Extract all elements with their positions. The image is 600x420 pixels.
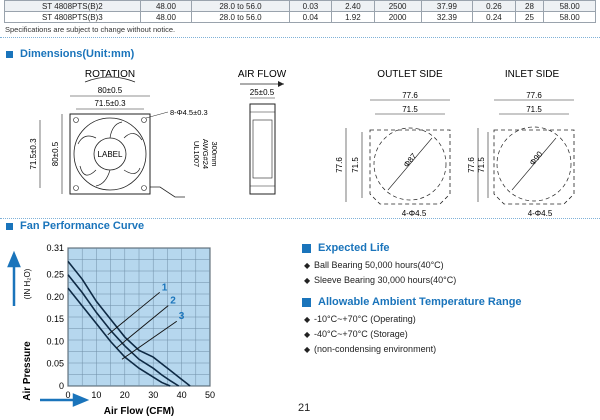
table-cell: 1.92 [332,12,374,23]
table-cell: 28.0 to 56.0 [192,12,289,23]
table-cell: 28 [515,1,544,12]
outlet-height-1: 77.6 [335,157,344,173]
spec-note: Specifications are subject to change without notice. [5,25,176,34]
side-view [238,69,287,194]
y-axis-unit: (IN H₂O) [23,268,32,300]
outlet-label: OUTLET SIDE [377,69,443,80]
x-axis-arrow-icon [40,395,86,405]
spec-table [4,0,596,23]
life-item-sleeve: ◆ Sleeve Bearing 30,000 hours(40°C) [304,275,457,285]
x-axis-label: Air Flow (CFM) [103,406,175,417]
table-cell: 28.0 to 56.0 [192,1,289,12]
temp-item-note: ◆ (non-condensing environment) [304,344,437,354]
section-marker [6,223,13,230]
performance-title: Fan Performance Curve [20,220,145,232]
table-cell: 48.00 [140,12,192,23]
wire-length: 300mm [210,141,219,167]
inlet-label: INLET SIDE [504,69,560,80]
diamond-icon: ◆ [304,261,311,270]
front-width-inner: 71.5±0.3 [94,99,126,108]
table-cell: 37.99 [421,1,473,12]
outlet-height-2: 71.5 [351,157,360,173]
y-tick-label: 0.25 [46,269,64,280]
temp-item-storage: ◆ -40°C~+70°C (Storage) [304,329,408,339]
y-tick-label: 0.20 [46,291,64,302]
page-number: 21 [298,402,311,414]
x-tick-label: 30 [148,390,159,400]
curve-label-2: 2 [170,295,176,307]
table-row [5,1,596,12]
temp-range-title: Allowable Ambient Temperature Range [318,296,522,308]
table-cell: 0.24 [473,12,515,23]
life-item-ball: ◆ Ball Bearing 50,000 hours(40°C) [304,260,444,270]
inlet-width-2: 71.5 [526,105,542,114]
outlet-holes: 4-Φ4.5 [401,209,427,218]
dimensions-title: Dimensions(Unit:mm) [20,48,135,60]
inlet-view [467,69,574,218]
x-tick-label: 20 [119,390,130,400]
y-tick-label: 0.10 [46,336,64,347]
curve-label-3: 3 [178,311,185,323]
table-cell: ST 4808PTS(B)2 [5,1,141,12]
curve-label-1: 1 [161,282,168,294]
y-tick-label: 0 [58,381,64,391]
airflow-arrow-icon [278,81,284,87]
temp-item-operating: ◆ -10°C~+70°C (Operating) [304,314,416,324]
y-tick-label: 0.05 [46,358,64,369]
table-cell: 2000 [374,12,421,23]
y-axis-label: Air Pressure [22,341,33,401]
y-tick-label: 0.31 [46,243,64,253]
table-cell: 2500 [374,1,421,12]
x-tick-label: 50 [204,390,216,400]
y-tick-label: 0.15 [46,314,64,325]
x-tick-label: 40 [176,390,187,400]
fan-label: LABEL [97,150,123,159]
section-marker [302,298,311,307]
front-hole-spec: 8-Φ4.5±0.3 [170,108,208,117]
x-tick-label: 0 [65,390,71,400]
performance-chart [0,236,290,420]
inlet-diameter: Φ90 [527,149,545,168]
dimension-drawings [0,62,600,222]
section-marker [6,51,13,58]
side-thickness: 25±0.5 [249,88,275,97]
inlet-width-1: 77.6 [526,91,542,100]
diamond-icon: ◆ [304,330,311,339]
front-width-outer: 80±0.5 [97,86,123,95]
table-cell: 58.00 [544,1,596,12]
table-cell: 2.40 [332,1,374,12]
rotation-label: ROTATION [84,69,136,80]
y-axis-arrow-icon [9,254,19,306]
wire-awg: AWG#24 [201,138,210,170]
x-tick-label: 10 [91,390,102,400]
table-cell: ST 4808PTS(B)3 [5,12,141,23]
table-cell: 0.04 [289,12,331,23]
diamond-icon: ◆ [304,345,311,354]
divider [0,218,600,219]
divider [0,37,600,38]
outlet-diameter: Φ87 [401,151,419,170]
section-marker [302,244,311,253]
table-cell: 32.39 [421,12,473,23]
expected-life-title: Expected Life [318,242,390,254]
fan-wire [150,187,185,197]
front-height-outer: 80±0.5 [51,141,60,167]
inlet-holes: 4-Φ4.5 [527,209,553,218]
table-cell: 58.00 [544,12,596,23]
front-view [29,69,219,197]
outlet-width-2: 71.5 [402,105,418,114]
front-height-inner: 71.5±0.3 [29,138,38,170]
outlet-width-1: 77.6 [402,91,418,100]
outlet-view [335,69,450,218]
table-cell: 48.00 [140,1,192,12]
table-cell: 0.03 [289,1,331,12]
table-row [5,12,596,23]
inlet-height-2: 71.5 [477,157,486,173]
side-frame [250,104,275,194]
table-cell: 25 [515,12,544,23]
wire-type: UL1007 [192,140,201,168]
inlet-height-1: 77.6 [467,157,476,173]
diamond-icon: ◆ [304,276,311,285]
diamond-icon: ◆ [304,315,311,324]
airflow-label: AIR FLOW [237,69,287,80]
table-cell: 0.26 [473,1,515,12]
